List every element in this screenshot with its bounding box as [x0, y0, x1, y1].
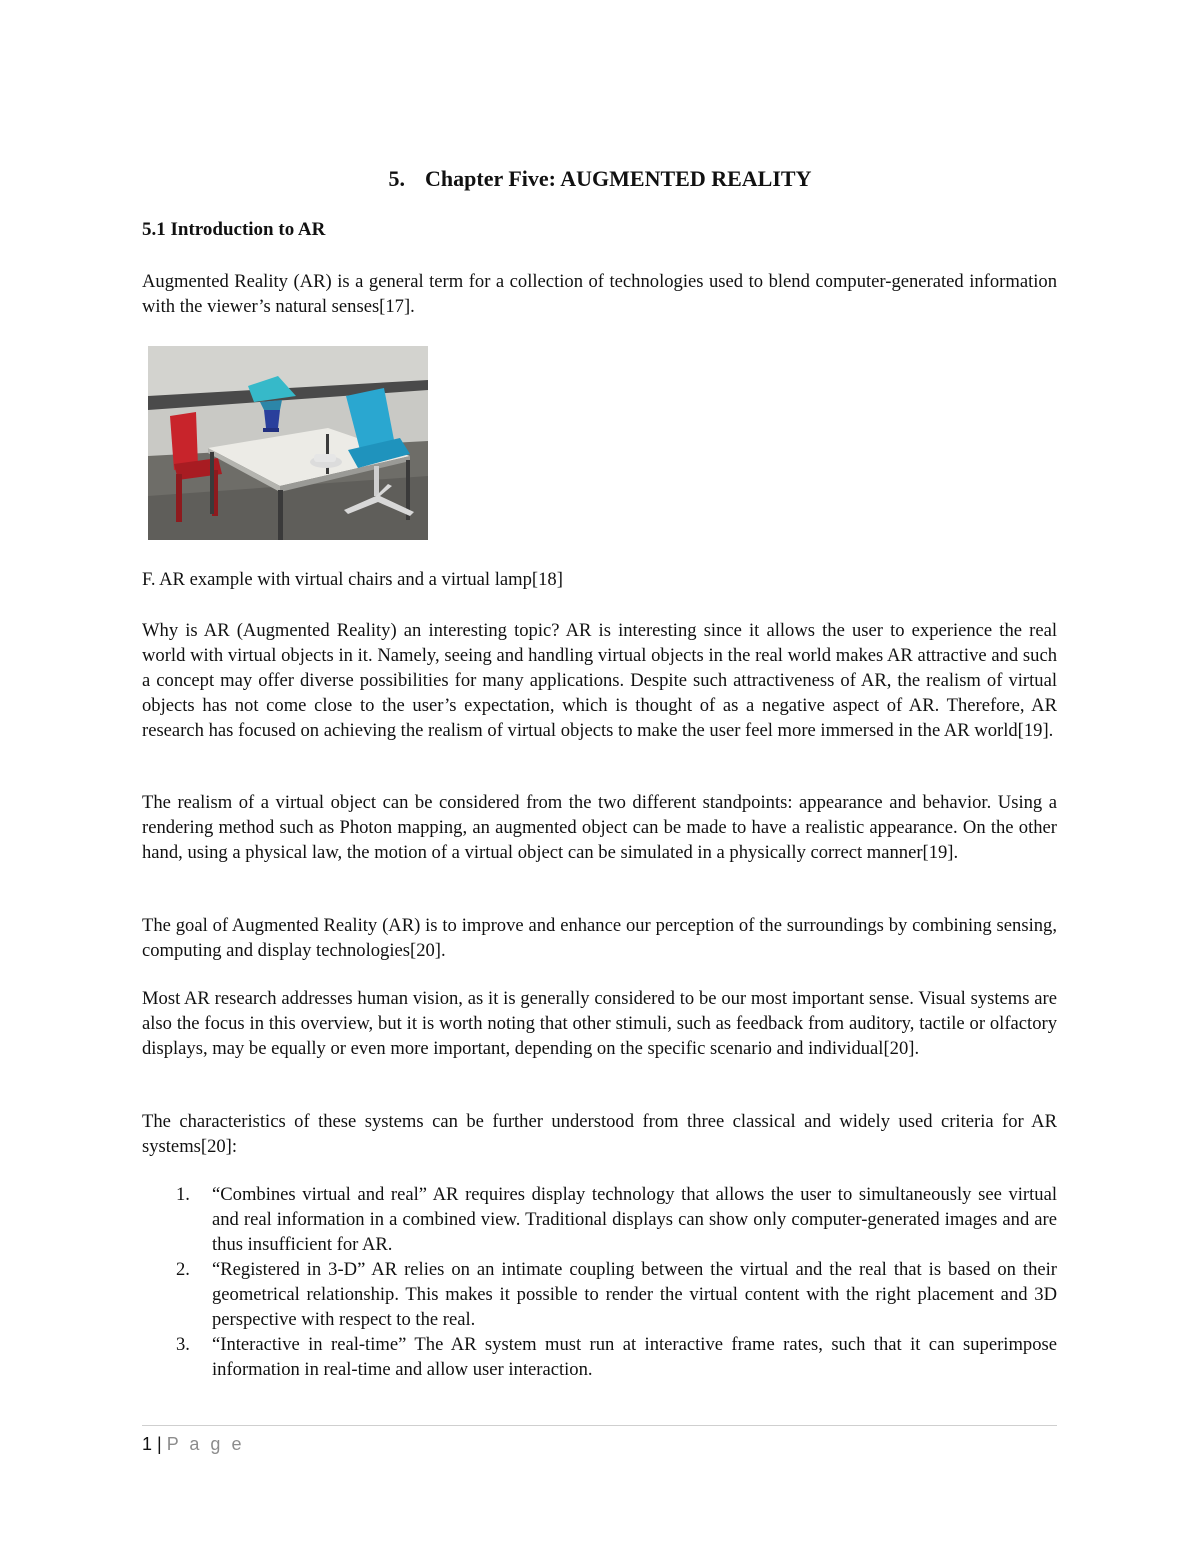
- ar-scene-illustration: [148, 346, 428, 540]
- list-item: [142, 1332, 1057, 1382]
- paragraph-human-vision: Most AR research addresses human vision, as it is generally considered to be our most important sense. Visual systems are also the focus in this overview, but it is worth noting that other stimuli, such as feedback from auditory, tactile or olfactory displays, may be equally or even more important, depending on the specific scenario and individual[20].: [142, 988, 1057, 1059]
- list-item-text: “Combines virtual and real” AR requires display technology that allows the user to simultaneously see virtual and real information in a combined view. Traditional displays can show only computer-generated images and are thus insufficient for AR.: [212, 1184, 1057, 1255]
- chapter-number: 5.: [388, 166, 406, 191]
- page-number: 1: [142, 1434, 153, 1454]
- paragraph-why-ar: Why is AR (Augmented Reality) an interesting topic? AR is interesting since it allows the user to experience the real world with virtual objects in it. Namely, seeing and handling virtual objects in the real world makes AR attractive and such a concept may offer diverse possibilities for many applications. Despite such attractiveness of AR, the realism of virtual objects has not come close to the user’s expectation, which is thought of as a negative aspect of AR. Therefore, AR research has focused on achieving the realism of virtual objects to make the user feel more immersed in the AR world[19].: [142, 620, 1057, 741]
- figure-caption: F. AR example with virtual chairs and a virtual lamp[18]: [142, 569, 563, 590]
- paragraph-characteristics: The characteristics of these systems can be further understood from three classical and widely used criteria for AR systems[20]:: [142, 1111, 1057, 1157]
- list-item: [142, 1257, 1057, 1332]
- section-heading: 5.1 Introduction to AR: [142, 219, 326, 240]
- chapter-title: [0, 166, 1200, 192]
- list-item-text: “Registered in 3-D” AR relies on an intimate coupling between the virtual and the real that is based on their geometrical relationship. This makes it possible to render the virtual content with the right placement and 3D perspective with respect to the real.: [212, 1259, 1057, 1330]
- list-marker: 1.: [176, 1184, 190, 1205]
- list-item: [142, 1182, 1057, 1257]
- paragraph-realism: The realism of a virtual object can be considered from the two different standpoints: appearance and behavior. Using a rendering method such as Photon mapping, an augmented object can be made to have a realistic appearance. On the other hand, using a physical law, the motion of a virtual object can be simulated in a physically correct manner[19].: [142, 792, 1057, 863]
- ar-example-image: [148, 346, 428, 540]
- list-item-text: “Interactive in real-time” The AR system must run at interactive frame rates, such that it can superimpose information in real-time and allow user interaction.: [212, 1334, 1057, 1380]
- list-marker: 3.: [176, 1334, 190, 1355]
- criteria-list: [142, 1182, 1057, 1382]
- footer-separator: |: [157, 1434, 162, 1454]
- chapter-title-text: Chapter Five: AUGMENTED REALITY: [425, 166, 812, 191]
- list-marker: 2.: [176, 1259, 190, 1280]
- paragraph-goal: The goal of Augmented Reality (AR) is to improve and enhance our perception of the surroundings by combining sensing, computing and display technologies[20].: [142, 915, 1057, 961]
- footer-divider: [142, 1425, 1057, 1426]
- page-footer: [142, 1434, 244, 1455]
- intro-paragraph: Augmented Reality (AR) is a general term for a collection of technologies used to blend computer-generated information with the viewer’s natural senses[17].: [142, 271, 1057, 317]
- page-label: P a g e: [166, 1434, 245, 1454]
